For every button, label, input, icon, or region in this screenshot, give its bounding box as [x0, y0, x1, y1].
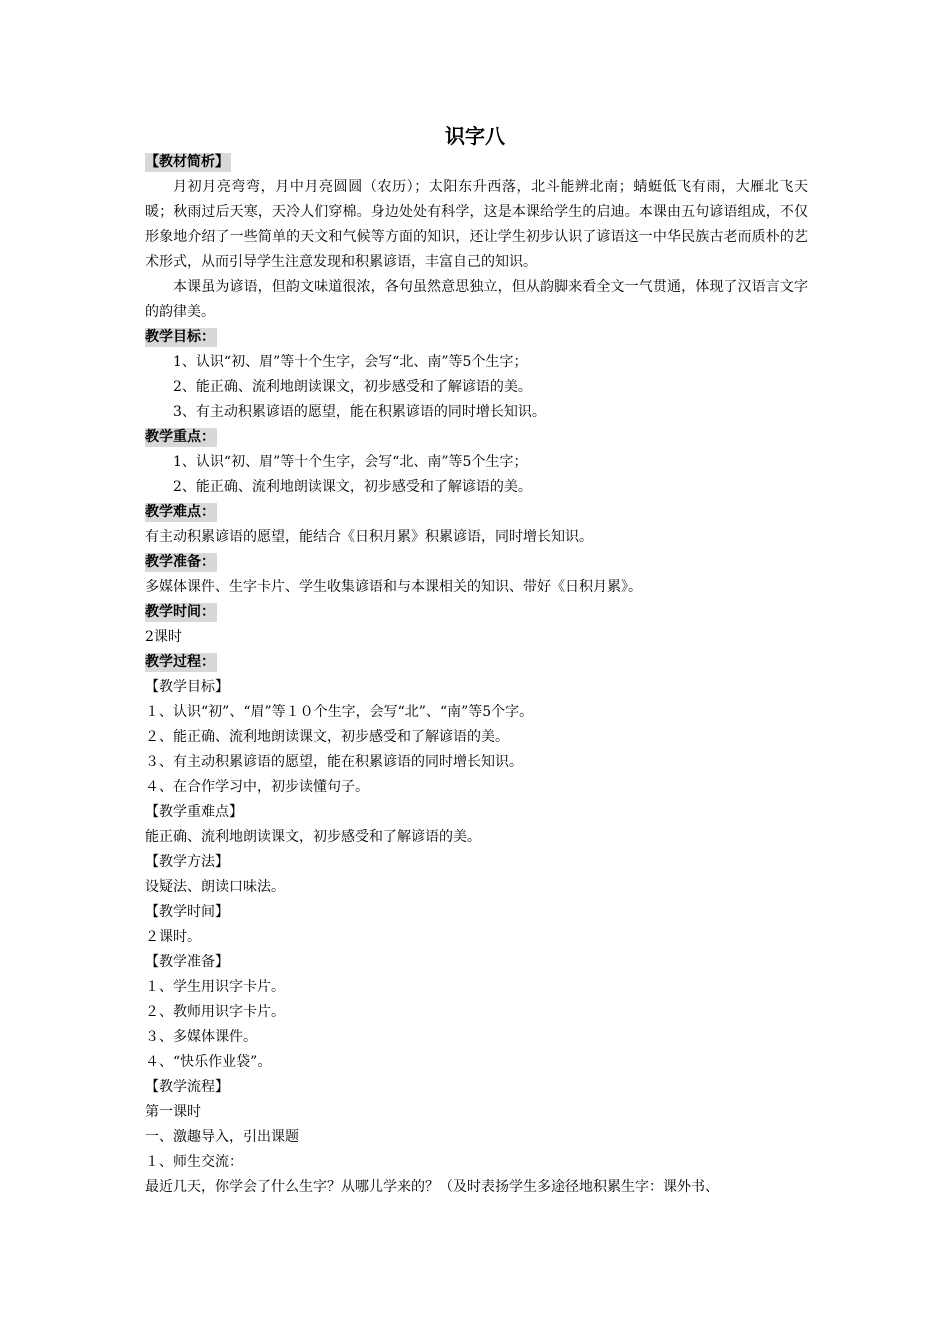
process-line: 【教学准备】: [145, 954, 229, 970]
process-line: 【教学方法】: [145, 854, 229, 870]
section-header-time: 教学时间：: [145, 604, 215, 620]
section-header-goals: 教学目标：: [145, 329, 215, 345]
process-line: 【教学时间】: [145, 904, 229, 920]
process-line: ２课时。: [145, 929, 201, 945]
process-line: ４、在合作学习中，初步读懂句子。: [145, 779, 369, 795]
process-line: １、学生用识字卡片。: [145, 979, 285, 995]
process-line: 【教学流程】: [145, 1079, 229, 1095]
process-line: 最近几天，你学会了什么生字？从哪儿学来的？（及时表扬学生多途径地积累生字：课外书、: [145, 1179, 719, 1195]
analysis-paragraph-2: 本课虽为谚语，但韵文味道很浓，各句虽然意思独立，但从韵脚来看全文一气贯通，体现了汉语言文字的韵律美。: [145, 279, 808, 320]
process-line: １、认识“初”、“眉”等１０个生字，会写“北”、“南”等5个字。: [145, 704, 534, 720]
key-item: 2、能正确、流利地朗读课文，初步感受和了解谚语的美。: [173, 479, 532, 495]
goal-item: 1、认识“初、眉”等十个生字，会写“北、南”等5个生字；: [173, 354, 528, 370]
process-line: 设疑法、朗读口味法。: [145, 879, 285, 895]
section-header-key: 教学重点：: [145, 429, 215, 445]
analysis-section: [145, 175, 808, 325]
process-line: 第一课时: [145, 1104, 201, 1120]
document-body: [145, 150, 808, 1200]
key-item: 1、认识“初、眉”等十个生字，会写“北、南”等5个生字；: [173, 454, 528, 470]
section-header-difficult: 教学难点：: [145, 504, 215, 520]
process-line: ２、教师用识字卡片。: [145, 1004, 285, 1020]
process-line: 一、激趣导入，引出课题: [145, 1129, 299, 1145]
page-title: 识字八: [445, 124, 505, 148]
section-header-prep: 教学准备：: [145, 554, 215, 570]
time-text: 2课时: [145, 629, 182, 645]
process-line: ２、能正确、流利地朗读课文，初步感受和了解谚语的美。: [145, 729, 509, 745]
prep-text: 多媒体课件、生字卡片、学生收集谚语和与本课相关的知识、带好《日积月累》。: [145, 579, 642, 595]
difficult-text: 有主动积累谚语的愿望，能结合《日积月累》积累谚语，同时增长知识。: [145, 529, 593, 545]
process-line: ３、多媒体课件。: [145, 1029, 257, 1045]
goal-item: 3、有主动积累谚语的愿望，能在积累谚语的同时增长知识。: [173, 404, 546, 420]
section-header-analysis: 【教材简析】: [145, 154, 229, 170]
section-header-process: 教学过程：: [145, 654, 215, 670]
process-line: ４、“快乐作业袋”。: [145, 1054, 272, 1070]
goal-item: 2、能正确、流利地朗读课文，初步感受和了解谚语的美。: [173, 379, 532, 395]
analysis-paragraph-1: 月初月亮弯弯，月中月亮圆圆（农历）；太阳东升西落，北斗能辨北南；蜻蜓低飞有雨，大雁北飞天暖；秋雨过后天寒，天冷人们穿棉。身边处处有科学，这是本课给学生的启迪。本课由五句谚语组成，不仅形象地介绍了一些简单的天文和气候等方面的知识，还让学生初步认识了谚语这一中华民族古老而质朴的艺术形式，从而引导学生注意发现和积累谚语，丰富自己的知识。: [145, 179, 808, 270]
process-line: ３、有主动积累谚语的愿望，能在积累谚语的同时增长知识。: [145, 754, 523, 770]
process-line: 【教学重难点】: [145, 804, 243, 820]
process-line: 能正确、流利地朗读课文，初步感受和了解谚语的美。: [145, 829, 481, 845]
process-line: 【教学目标】: [145, 679, 229, 695]
process-line: １、师生交流：: [145, 1154, 243, 1170]
